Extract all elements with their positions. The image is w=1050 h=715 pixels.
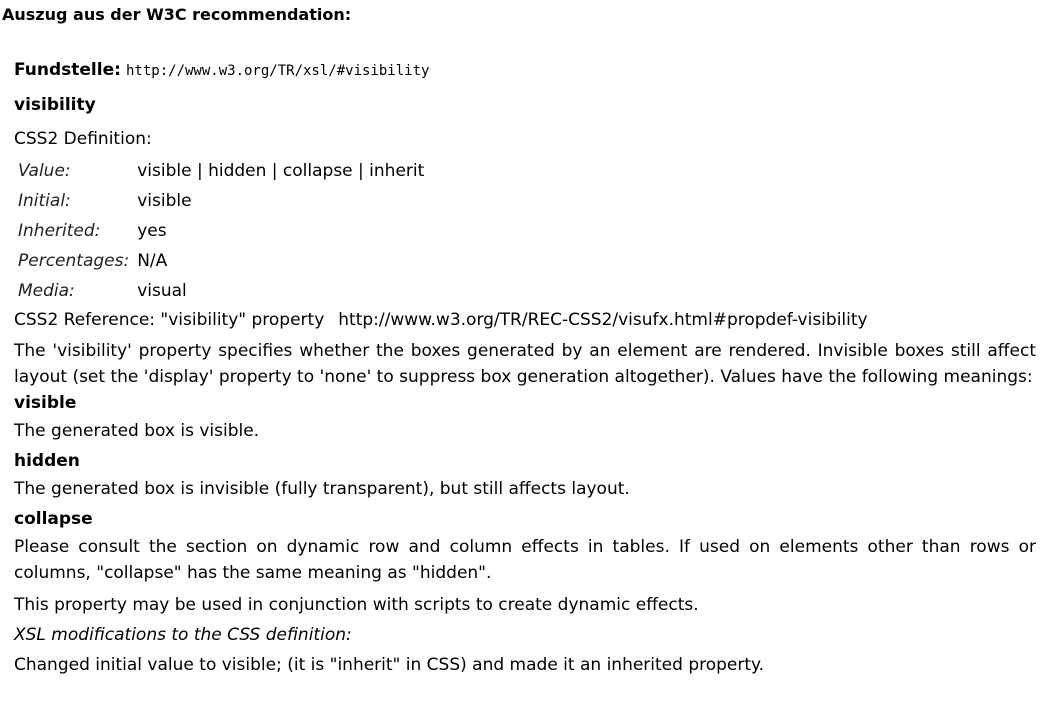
definition-row-inherited	[16, 216, 430, 246]
fundstelle-url: http://www.w3.org/TR/xsl/#visibility	[126, 63, 430, 79]
property-name: visibility	[14, 95, 96, 115]
xsl-modifications-note: Changed initial value to visible; (it is "inherit" in CSS) and made it an inherited property.	[14, 655, 765, 675]
value-description-collapse: Please consult the section on dynamic row and column effects in tables. If used on elements other than rows or columns, "collapse" has the same meaning as "hidden".	[14, 537, 1036, 583]
css2-reference-url: http://www.w3.org/TR/REC-CSS2/visufx.html#propdef-visibility	[338, 310, 868, 330]
scripts-note: This property may be used in conjunction with scripts to create dynamic effects.	[14, 595, 699, 615]
css2-reference-label: CSS2 Reference: "visibility" property	[14, 310, 325, 330]
css2-reference	[14, 307, 1036, 333]
value-description-hidden: The generated box is invisible (fully transparent), but still affects layout.	[14, 479, 630, 499]
definition-key: Value:	[18, 161, 71, 181]
fundstelle-label: Fundstelle:	[14, 60, 121, 80]
definition-row-initial	[16, 186, 430, 216]
definition-row-media	[16, 276, 430, 306]
value-description-visible: The generated box is visible.	[14, 421, 260, 441]
definition-key: Media:	[18, 281, 75, 301]
definition-value: N/A	[137, 251, 168, 271]
definition-row-percentages	[16, 246, 430, 276]
definition-value: yes	[137, 221, 167, 241]
fundstelle-line	[14, 57, 1036, 84]
definition-row-value	[16, 156, 430, 186]
definition-value: visible | hidden | collapse | inherit	[137, 161, 425, 181]
value-term-hidden: hidden	[14, 451, 80, 471]
definition-key: Initial:	[18, 191, 71, 211]
css2-definition-heading: CSS2 Definition:	[14, 129, 152, 149]
value-term-collapse: collapse	[14, 509, 93, 529]
definition-value: visible	[137, 191, 192, 211]
definition-value: visual	[137, 281, 187, 301]
intro-paragraph: The 'visibility' property specifies whether the boxes generated by an element are rendered. Invisible boxes still affect layout (set the 'display' property to 'none' to suppress box generation altogether). Values have the following meanings:	[14, 341, 1036, 387]
xsl-modifications-heading: XSL modifications to the CSS definition:	[14, 625, 352, 645]
value-term-visible: visible	[14, 393, 77, 413]
definition-key: Inherited:	[18, 221, 101, 241]
page-heading: Auszug aus der W3C recommendation:	[2, 5, 352, 24]
document-content	[14, 57, 1036, 678]
definition-key: Percentages:	[18, 251, 130, 271]
definition-table	[16, 156, 430, 306]
